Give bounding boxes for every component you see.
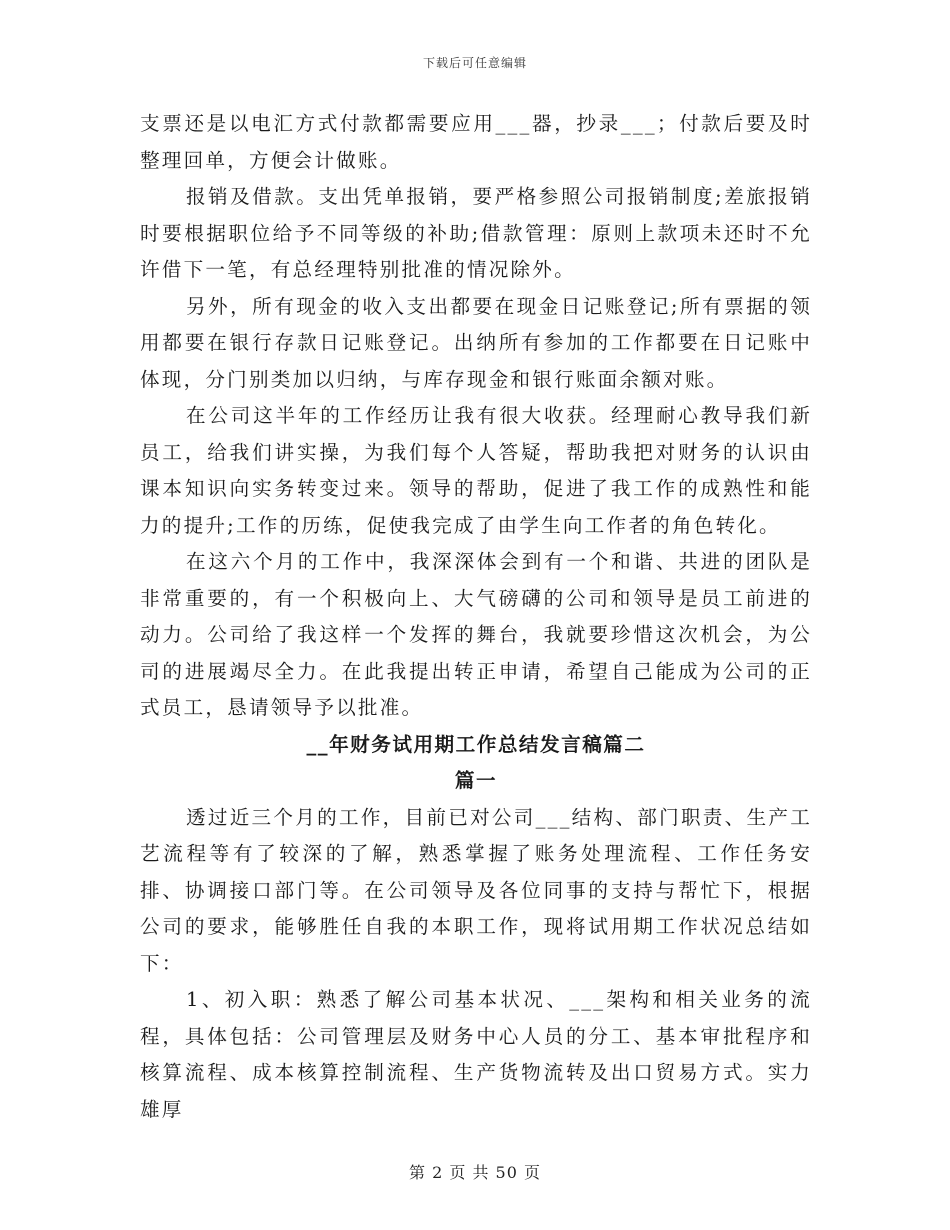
paragraph-conclusion: 在这六个月的工作中，我深深体会到有一个和谐、共进的团队是非常重要的，有一个积极向上、大气磅礴的公司和领导是员工前进的动力。公司给了我这样一个发挥的舞台，我就要珍惜这次机会，为公司的进展竭尽全力。在此我提出转正申请，希望自己能成为公司的正式员工，恳请领导予以批准。 — [140, 550, 812, 719]
paragraph-gains: 在公司这半年的工作经历让我有很大收获。经理耐心教导我们新员工，给我们讲实操，为我们每个人答疑，帮助我把对财务的认识由课本知识向实务转变过来。领导的帮助，促进了我工作的成熟性和能力的提升;工作的历练，促使我完成了由学生向工作者的角色转化。 — [140, 404, 812, 537]
paragraph-onboarding: 1、初入职：熟悉了解公司基本状况、___架构和相关业务的流程，具体包括：公司管理层及财务中心人员的分工、基本审批程序和核算流程、成本核算控制流程、生产货物流转及出口贸易方式。实力雄厚 — [140, 988, 812, 1121]
section-heading: __年财务试用期工作总结发言稿篇二 — [306, 732, 646, 756]
paragraph-payment: 支票还是以电汇方式付款都需要应用___器，抄录___；付款后要及时整理回单，方便会计做账。 — [140, 112, 812, 172]
document-body — [140, 106, 812, 1128]
header-note: 下载后可任意编辑 — [422, 56, 527, 70]
paragraph-cash-records: 另外，所有现金的收入支出都要在现金日记账登记;所有票据的领用都要在银行存款日记账登记。出纳所有参加的工作都要在日记账中体现，分门别类加以归纳，与库存现金和银行账面余额对账。 — [140, 294, 812, 391]
page-number: 第 2 页 共 50 页 — [409, 1163, 541, 1182]
paragraph-reimbursement: 报销及借款。支出凭单报销，要严格参照公司报销制度;差旅报销时要根据职位给予不同等级的补助;借款管理：原则上款项未还时不允许借下一笔，有总经理特别批准的情况除外。 — [140, 185, 812, 281]
subsection-heading: 篇一 — [454, 769, 498, 792]
paragraph-intro: 透过近三个月的工作，目前已对公司___结构、部门职责、生产工艺流程等有了较深的了解，熟悉掌握了账务处理流程、工作任务安排、协调接口部门等。在公司领导及各位同事的支持与帮忙下，根据公司的要求，能够胜任自我的本职工作，现将试用期工作状况总结如下： — [140, 805, 812, 975]
